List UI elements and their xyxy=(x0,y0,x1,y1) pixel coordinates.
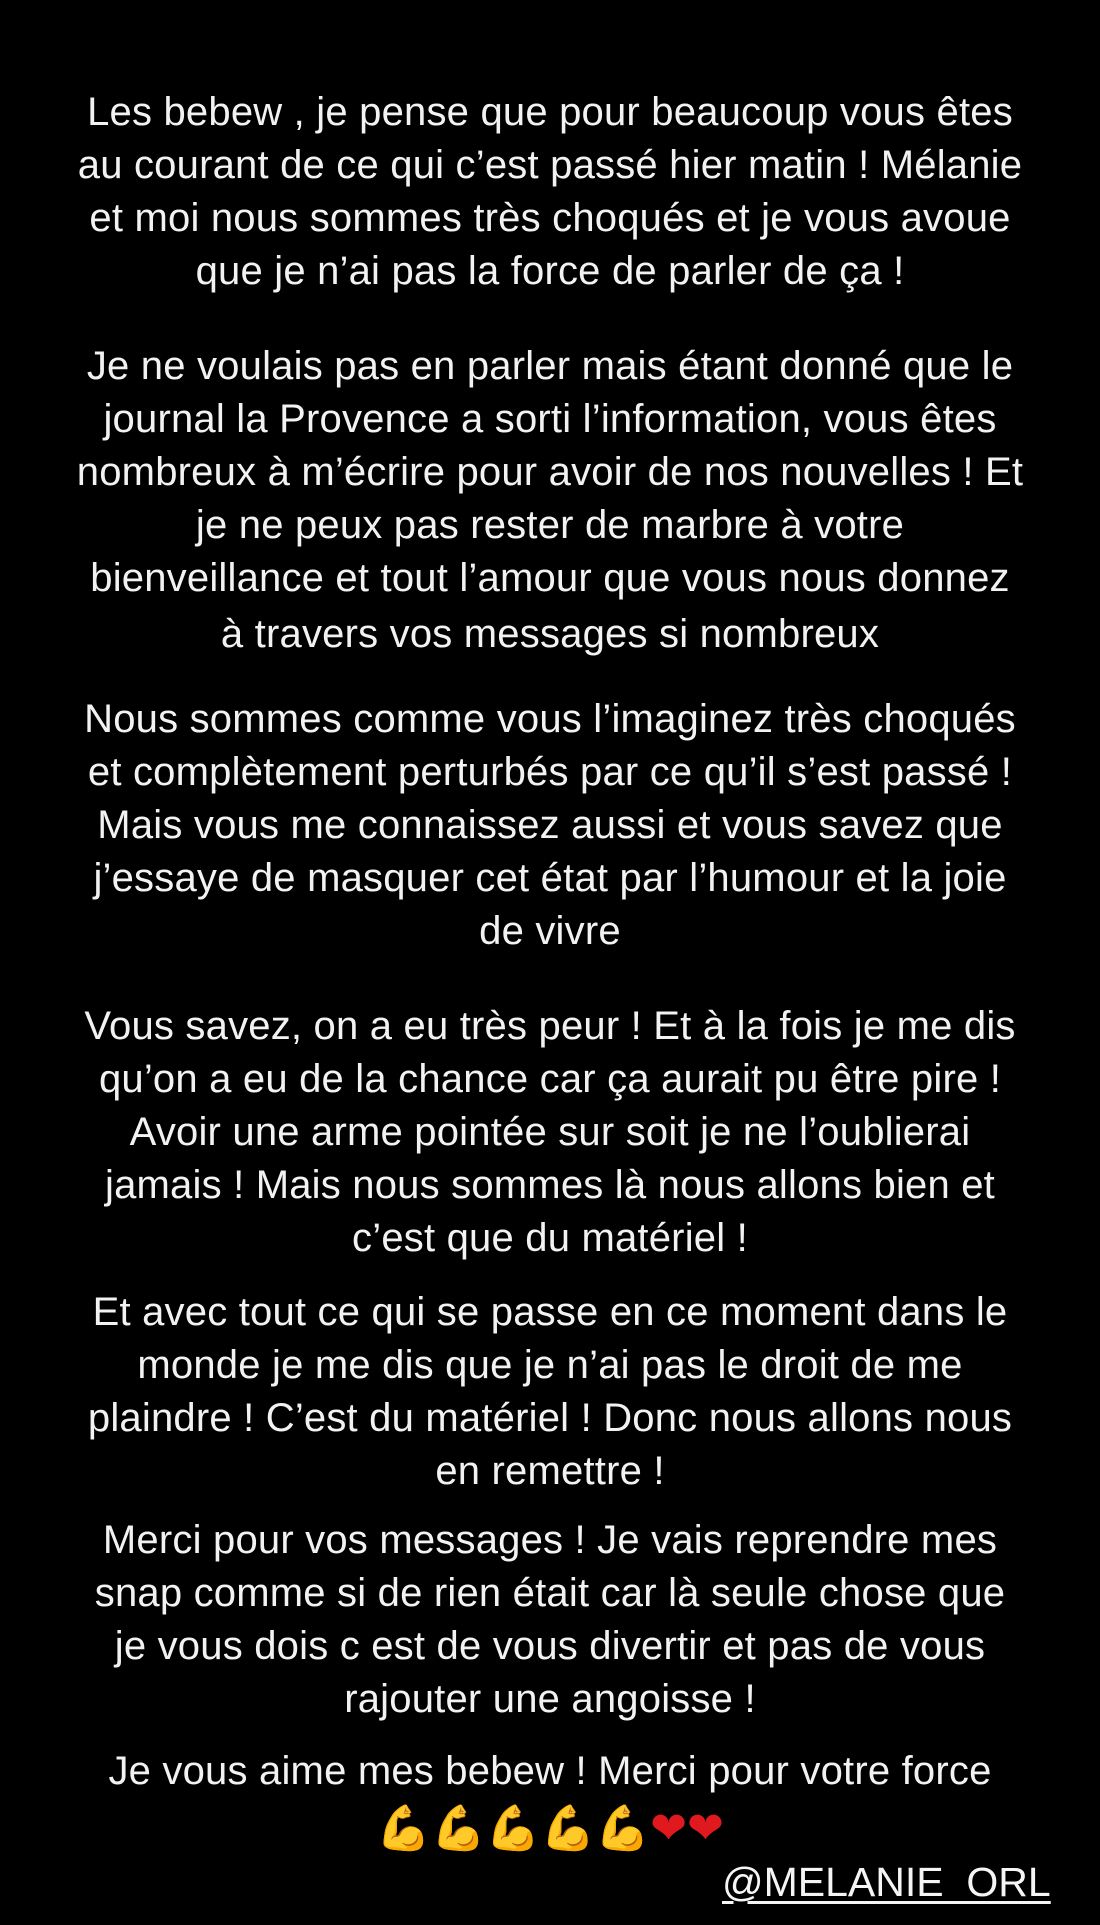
heart-icon: ❤❤ xyxy=(650,1803,724,1854)
story-paragraph-5: Vous savez, on a eu très peur ! Et à la fois je me dis qu’on a eu de la chance car ça aurait pu être pire ! Avoir une arme pointée sur soit je ne l’oublierai jamais ! Mais nous sommes là nous allons bien et c’est que du matériel ! xyxy=(84,1004,1016,1260)
emoji-row xyxy=(0,1803,1100,1855)
username-mention-tag[interactable]: @MELANIE_ORL xyxy=(722,1859,1051,1905)
story-paragraph-4: Nous sommes comme vous l’imaginez très choqués et complètement perturbés par ce qu’il s’est passé ! Mais vous me connaissez aussi et vous savez que j’essaye de masquer cet état par l’humour et la joie de vivre xyxy=(84,697,1016,953)
story-paragraph-2: Je ne voulais pas en parler mais étant donné que le journal la Provence a sorti l’information, vous êtes nombreux à m’écrire pour avoir de nos nouvelles ! Et je ne peux pas rester de marbre à votre bienveillance et tout l’amour que vous nous donnez xyxy=(76,344,1024,600)
story-paragraph-6: Et avec tout ce qui se passe en ce moment dans le monde je me dis que je n’ai pas le droit de me plaindre ! C’est du matériel ! Donc nous allons nous en remettre ! xyxy=(87,1290,1013,1493)
flexed-biceps-icon: 💪💪💪💪💪 xyxy=(376,1803,651,1854)
story-paragraph-3: à travers vos messages si nombreux xyxy=(220,612,880,656)
story-paragraph-7: Merci pour vos messages ! Je vais reprendre mes snap comme si de rien était car là seule chose que je vous dois c est de vous divertir et pas de vous rajouter une angoisse ! xyxy=(94,1518,1006,1721)
story-paragraph-1: Les bebew , je pense que pour beaucoup vous êtes au courant de ce qui c’est passé hier matin ! Mélanie et moi nous sommes très choqués et je vous avoue que je n’ai pas la force de parler de ça ! xyxy=(77,90,1023,293)
story-paragraph-8: Je vous aime mes bebew ! Merci pour votre force xyxy=(108,1749,992,1793)
